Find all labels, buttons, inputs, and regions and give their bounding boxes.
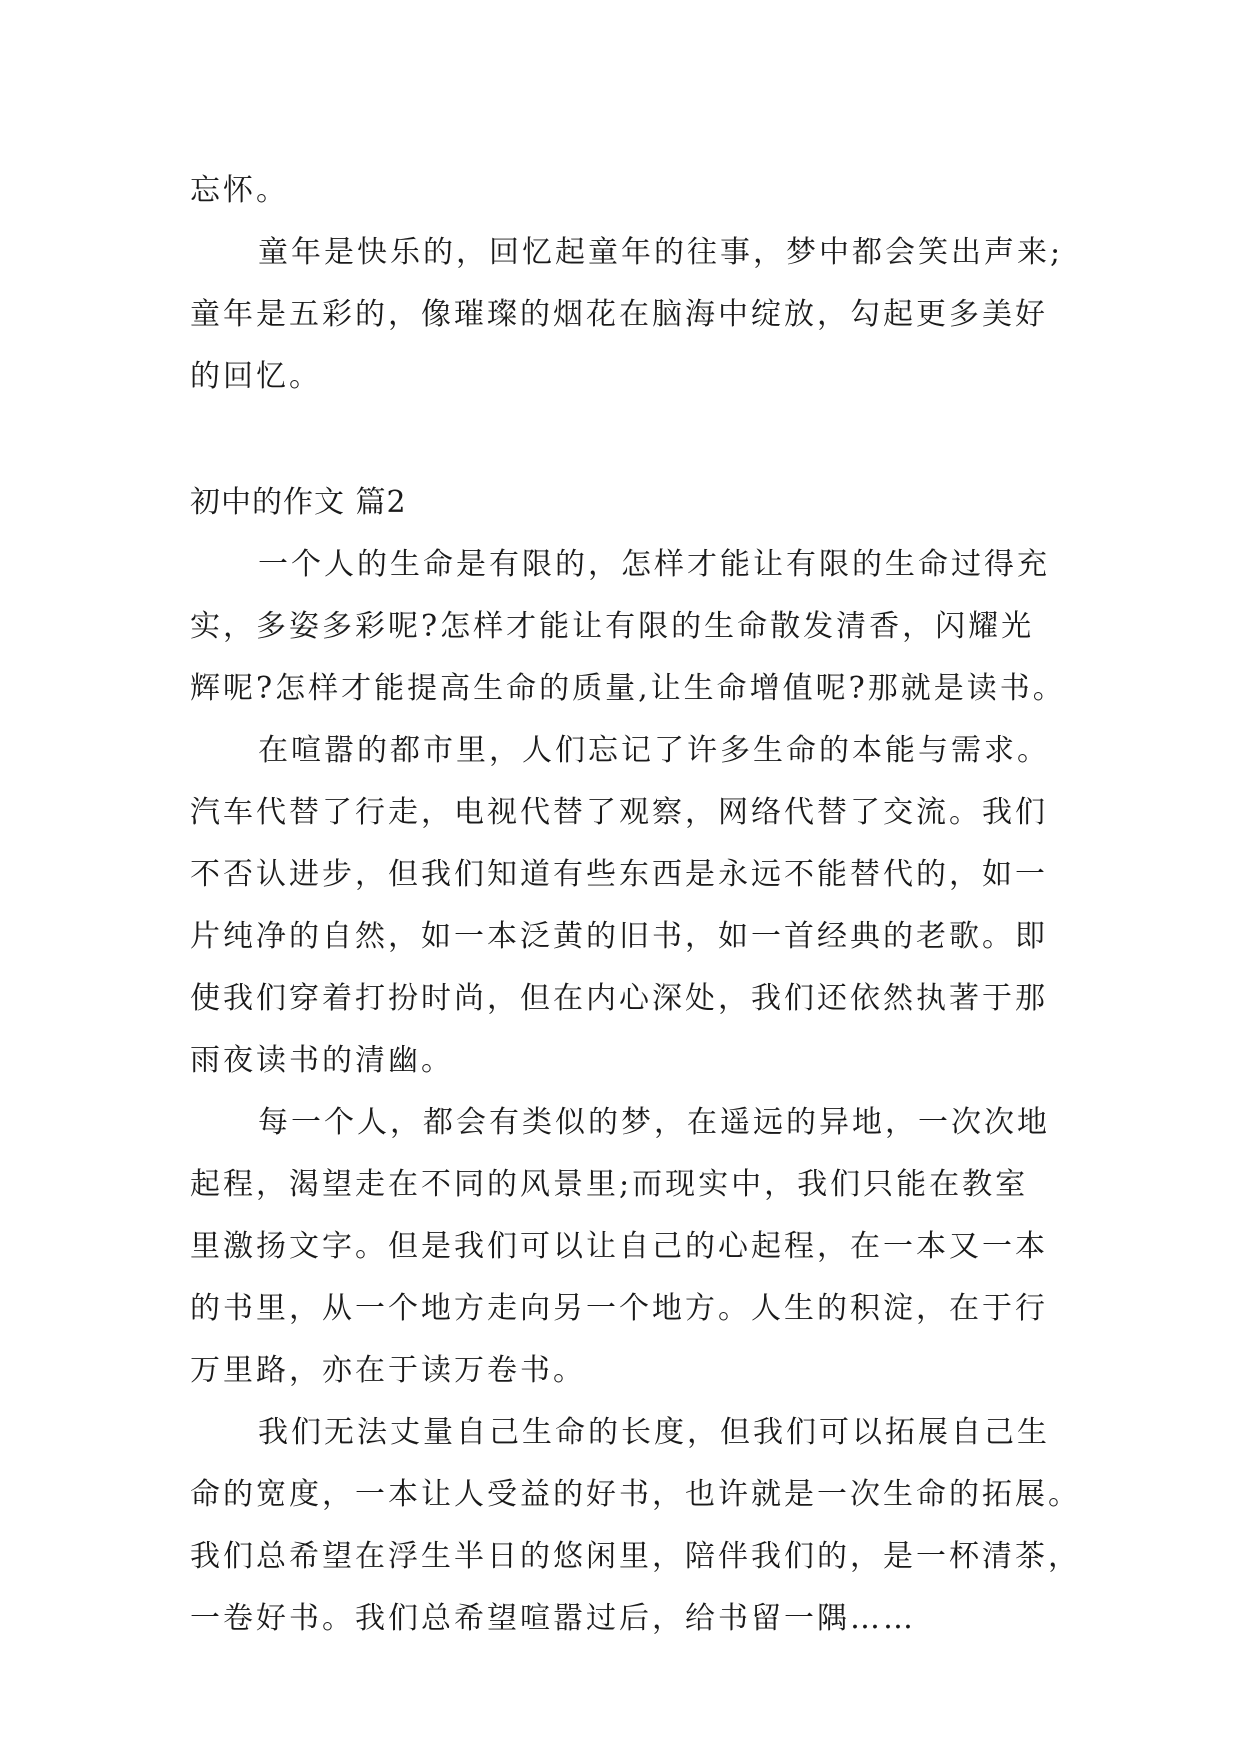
text-line: 的书里，从一个地方走向另一个地方。人生的积淀，在于行	[190, 1291, 1048, 1326]
paragraph-1	[190, 534, 1066, 720]
text-line: 辉呢?怎样才能提高生命的质量,让生命增值呢?那就是读书。	[190, 671, 1066, 706]
text-line: 雨夜读书的清幽。	[190, 1043, 454, 1078]
document-body	[190, 160, 1081, 1650]
text-line: 汽车代替了行走，电视代替了观察，网络代替了交流。我们	[190, 795, 1048, 830]
paragraph-3	[190, 1092, 1060, 1402]
paragraph-childhood	[190, 222, 1064, 408]
text-line: 我们无法丈量自己生命的长度，但我们可以拓展自己生	[258, 1415, 1050, 1450]
text-line: 在喧嚣的都市里，人们忘记了许多生命的本能与需求。	[258, 733, 1050, 768]
section-title: 初中的作文 篇2	[190, 485, 407, 520]
text-line: 万里路，亦在于读万卷书。	[190, 1353, 586, 1388]
section-gap	[190, 408, 1060, 472]
text-line: 的回忆。	[190, 359, 322, 394]
text-line: 命的宽度，一本让人受益的好书，也许就是一次生命的拓展。	[190, 1477, 1081, 1512]
text-line: 里激扬文字。但是我们可以让自己的心起程，在一本又一本	[190, 1229, 1048, 1264]
text-line: 一卷好书。我们总希望喧嚣过后，给书留一隅……	[190, 1601, 916, 1636]
text-line: 童年是五彩的，像璀璨的烟花在脑海中绽放，勾起更多美好	[190, 297, 1048, 332]
paragraph-4	[190, 1402, 1081, 1650]
text-line: 一个人的生命是有限的，怎样才能让有限的生命过得充	[258, 547, 1050, 582]
text-line: 忘怀。	[190, 173, 289, 208]
text-line: 每一个人，都会有类似的梦，在遥远的异地，一次次地	[258, 1105, 1050, 1140]
text-line: 童年是快乐的，回忆起童年的往事，梦中都会笑出声来;	[258, 235, 1064, 270]
text-line: 实，多姿多彩呢?怎样才能让有限的生命散发清香，闪耀光	[190, 609, 1035, 644]
text-line: 使我们穿着打扮时尚，但在内心深处，我们还依然执著于那	[190, 981, 1048, 1016]
text-line: 片纯净的自然，如一本泛黄的旧书，如一首经典的老歌。即	[190, 919, 1048, 954]
text-line: 不否认进步，但我们知道有些东西是永远不能替代的，如一	[190, 857, 1048, 892]
paragraph-2	[190, 720, 1060, 1092]
text-line: 我们总希望在浮生半日的悠闲里，陪伴我们的，是一杯清茶，	[190, 1539, 1081, 1574]
text-line: 起程，渴望走在不同的风景里;而现实中，我们只能在教室	[190, 1167, 1029, 1202]
